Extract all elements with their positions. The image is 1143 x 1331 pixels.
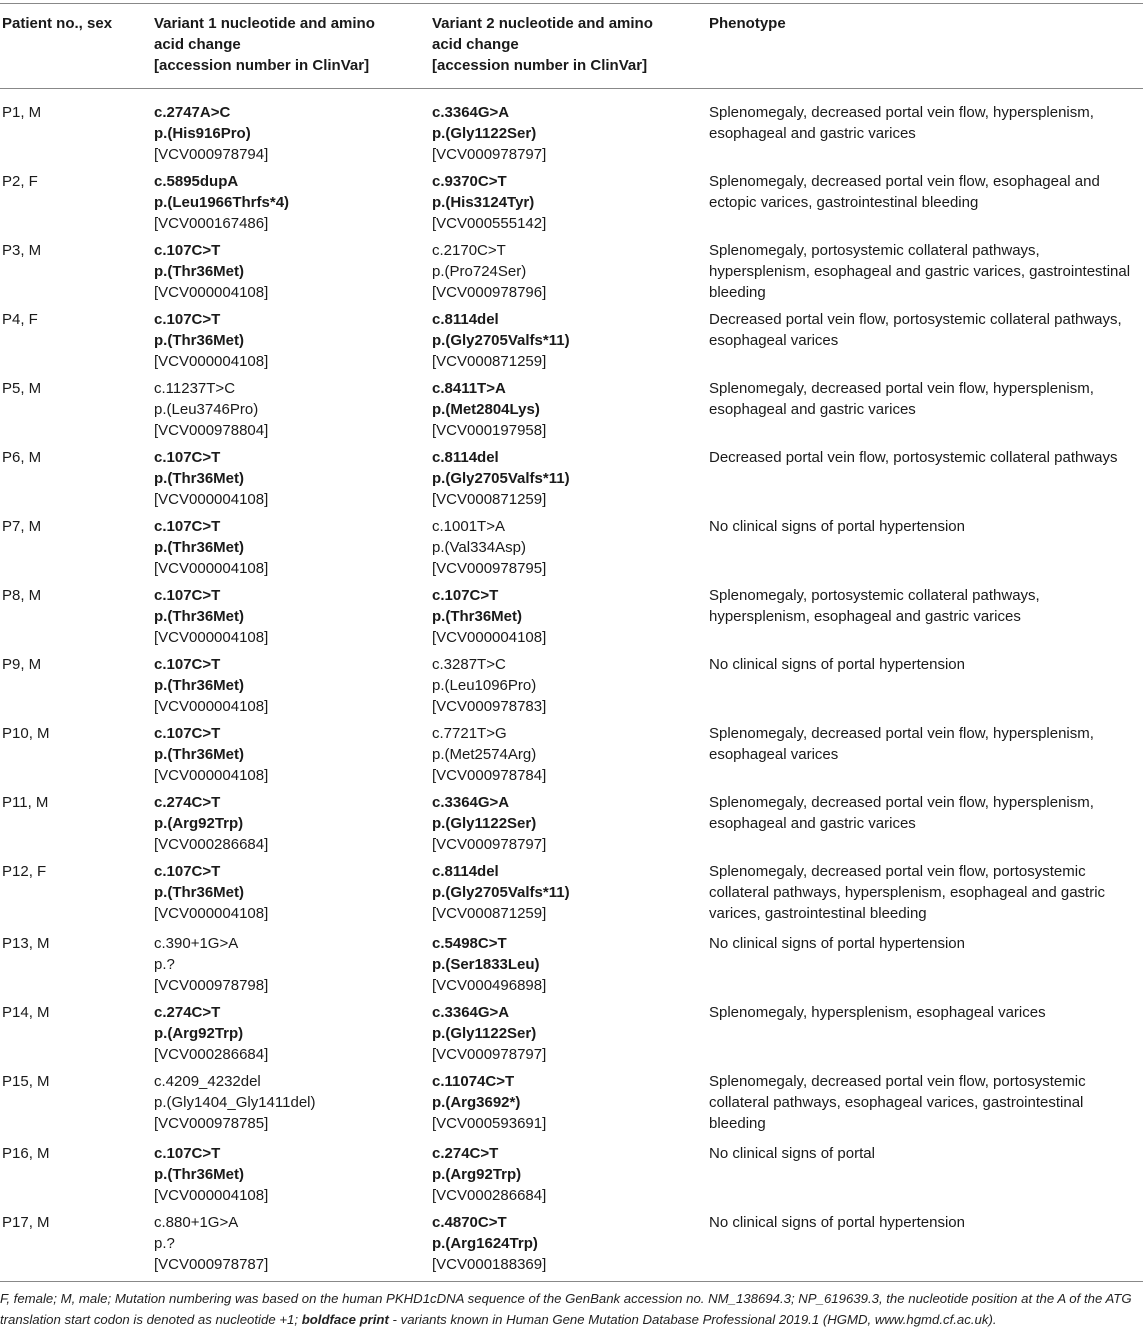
clinvar-accession: [VCV000978794] — [154, 146, 269, 163]
cell-phenotype: Decreased portal vein flow, portosystemic collateral pathways, esophageal varices — [709, 311, 1122, 349]
nucleotide-change: c.1001T>A — [432, 518, 505, 535]
nucleotide-change: c.274C>T — [432, 1145, 499, 1162]
amino-acid-change: p.(His3124Tyr) — [432, 194, 535, 211]
cell-variant-2 — [430, 89, 707, 166]
clinvar-accession: [VCV000286684] — [432, 1187, 547, 1204]
nucleotide-change: c.3364G>A — [432, 794, 510, 811]
table-header-row — [0, 4, 1143, 89]
amino-acid-change: p.(Arg3692*) — [432, 1094, 521, 1111]
cell-variant-1 — [152, 510, 430, 579]
cell-patient: P9, M — [2, 656, 42, 673]
amino-acid-change: p.? — [154, 956, 175, 973]
cell-variant-2 — [430, 165, 707, 234]
clinvar-accession: [VCV000004108] — [154, 1187, 269, 1204]
cell-variant-1 — [152, 1206, 430, 1282]
nucleotide-change: c.5498C>T — [432, 935, 507, 952]
table-row — [0, 441, 1143, 510]
cell-variant-1 — [152, 1137, 430, 1206]
table-row — [0, 717, 1143, 786]
nucleotide-change: c.8114del — [432, 311, 499, 328]
nucleotide-change: c.3364G>A — [432, 1004, 510, 1021]
amino-acid-change: p.(Arg1624Trp) — [432, 1235, 538, 1252]
table-footnote: F, female; M, male; Mutation numbering was based on the human PKHD1cDNA sequence of the GenBank accession no. NM_138694.3; NP_619639.3, the nucleotide position at the A of the ATG translation start codon is denoted as nucleotide +1; boldface print - variants known in Human Gene Mutation Database Professional 2019.1 (HGMD, www.hgmd.cf.ac.uk). — [0, 1291, 1132, 1327]
amino-acid-change: p.(Ser1833Leu) — [432, 956, 540, 973]
clinvar-accession: [VCV000555142] — [432, 215, 547, 232]
cell-variant-1 — [152, 234, 430, 303]
nucleotide-change: c.11074C>T — [432, 1073, 515, 1090]
clinvar-accession: [VCV000978795] — [432, 560, 547, 577]
cell-phenotype: Splenomegaly, decreased portal vein flow, portosystemic collateral pathways, esophageal varices, gastrointestinal bleeding — [709, 1073, 1086, 1132]
clinvar-accession: [VCV000004108] — [154, 491, 269, 508]
cell-phenotype: Splenomegaly, decreased portal vein flow, hypersplenism, esophageal and gastric varices — [709, 104, 1094, 142]
nucleotide-change: c.4870C>T — [432, 1214, 507, 1231]
table-row — [0, 855, 1143, 927]
nucleotide-change: c.11237T>C — [154, 380, 236, 397]
clinvar-accession: [VCV000871259] — [432, 905, 547, 922]
amino-acid-change: p.(Thr36Met) — [154, 884, 244, 901]
cell-phenotype: Decreased portal vein flow, portosystemic collateral pathways — [709, 449, 1118, 466]
table-row — [0, 89, 1143, 166]
cell-phenotype: Splenomegaly, decreased portal vein flow, portosystemic collateral pathways, hypersplenism, esophageal and gastric varices, gastrointestinal bleeding — [709, 863, 1106, 922]
clinvar-accession: [VCV000197958] — [432, 422, 547, 439]
table-row — [0, 648, 1143, 717]
clinvar-accession: [VCV000871259] — [432, 353, 547, 370]
cell-variant-2 — [430, 927, 707, 996]
amino-acid-change: p.(Thr36Met) — [154, 263, 244, 280]
amino-acid-change: p.(Met2574Arg) — [432, 746, 537, 763]
nucleotide-change: c.107C>T — [154, 863, 221, 880]
cell-variant-2 — [430, 648, 707, 717]
clinvar-accession: [VCV000496898] — [432, 977, 547, 994]
nucleotide-change: c.274C>T — [154, 1004, 221, 1021]
table-row — [0, 786, 1143, 855]
cell-variant-2 — [430, 996, 707, 1065]
nucleotide-change: c.390+1G>A — [154, 935, 239, 952]
clinvar-accession: [VCV000004108] — [154, 353, 269, 370]
cell-patient: P7, M — [2, 518, 42, 535]
clinvar-accession: [VCV000004108] — [154, 284, 269, 301]
amino-acid-change: p.(Val334Asp) — [432, 539, 526, 556]
nucleotide-change: c.880+1G>A — [154, 1214, 239, 1231]
nucleotide-change: c.107C>T — [154, 656, 221, 673]
cell-patient: P14, M — [2, 1004, 50, 1021]
amino-acid-change: p.(Pro724Ser) — [432, 263, 527, 280]
cell-phenotype: Splenomegaly, portosystemic collateral pathways, hypersplenism, esophageal and gastric varices — [709, 587, 1040, 625]
amino-acid-change: p.(Gly2705Valfs*11) — [432, 470, 570, 487]
cell-patient: P12, F — [2, 863, 47, 880]
clinvar-accession: [VCV000004108] — [154, 560, 269, 577]
nucleotide-change: c.107C>T — [154, 242, 221, 259]
cell-patient: P4, F — [2, 311, 38, 328]
nucleotide-change: c.107C>T — [432, 587, 499, 604]
cell-phenotype: Splenomegaly, hypersplenism, esophageal varices — [709, 1004, 1046, 1021]
cell-phenotype: Splenomegaly, portosystemic collateral pathways, hypersplenism, esophageal and gastric varices, gastrointestinal bleeding — [709, 242, 1131, 301]
clinvar-accession: [VCV000004108] — [432, 629, 547, 646]
amino-acid-change: p.(Arg92Trp) — [154, 815, 244, 832]
clinvar-accession: [VCV000978787] — [154, 1256, 269, 1273]
cell-variant-2 — [430, 1065, 707, 1137]
amino-acid-change: p.(Thr36Met) — [154, 746, 244, 763]
clinvar-accession: [VCV000978797] — [432, 146, 547, 163]
amino-acid-change: p.(Thr36Met) — [154, 1166, 244, 1183]
cell-phenotype: No clinical signs of portal hypertension — [707, 1206, 1143, 1282]
amino-acid-change: p.(Gly1122Ser) — [432, 815, 537, 832]
cell-variant-1 — [152, 303, 430, 372]
cell-variant-1 — [152, 165, 430, 234]
cell-variant-2 — [430, 441, 707, 510]
cell-patient: P11, M — [2, 794, 49, 811]
nucleotide-change: c.4209_4232del — [154, 1073, 261, 1090]
clinvar-accession: [VCV000004108] — [154, 629, 269, 646]
table-row — [0, 579, 1143, 648]
cell-variant-1 — [152, 996, 430, 1065]
cell-patient: P15, M — [2, 1073, 50, 1090]
nucleotide-change: c.2747A>C — [154, 104, 231, 121]
clinvar-accession: [VCV000978797] — [432, 836, 547, 853]
amino-acid-change: p.(Gly2705Valfs*11) — [432, 884, 570, 901]
nucleotide-change: c.107C>T — [154, 311, 221, 328]
cell-patient: P8, M — [2, 587, 42, 604]
amino-acid-change: p.(Thr36Met) — [154, 470, 244, 487]
cell-variant-1 — [152, 648, 430, 717]
cell-variant-2 — [430, 855, 707, 927]
cell-variant-1 — [152, 786, 430, 855]
nucleotide-change: c.8411T>A — [432, 380, 506, 397]
cell-phenotype: Splenomegaly, decreased portal vein flow, hypersplenism, esophageal varices — [709, 725, 1094, 763]
clinvar-accession: [VCV000286684] — [154, 1046, 269, 1063]
cell-variant-1 — [152, 441, 430, 510]
amino-acid-change: p.(Thr36Met) — [154, 332, 244, 349]
cell-phenotype: No clinical signs of portal hypertension — [709, 935, 965, 952]
table-row — [0, 372, 1143, 441]
cell-variant-1 — [152, 717, 430, 786]
cell-patient: P10, M — [2, 725, 50, 742]
cell-phenotype: No clinical signs of portal hypertension — [709, 656, 965, 673]
cell-variant-2 — [430, 717, 707, 786]
header-variant-2: Variant 2 nucleotide and amino acid change [accession number in ClinVar] — [430, 4, 707, 89]
nucleotide-change: c.3364G>A — [432, 104, 510, 121]
clinvar-accession: [VCV000871259] — [432, 491, 547, 508]
table-row — [0, 1137, 1143, 1206]
header-phenotype: Phenotype — [707, 4, 1143, 89]
table-row — [0, 927, 1143, 996]
cell-patient: P17, M — [0, 1206, 152, 1282]
clinvar-accession: [VCV000593691] — [432, 1115, 547, 1132]
cell-variant-1 — [152, 927, 430, 996]
table-row — [0, 165, 1143, 234]
cell-variant-1 — [152, 89, 430, 166]
nucleotide-change: c.8114del — [432, 449, 499, 466]
clinvar-accession: [VCV000978785] — [154, 1115, 269, 1132]
clinvar-accession: [VCV000978796] — [432, 284, 547, 301]
amino-acid-change: p.(Arg92Trp) — [154, 1025, 244, 1042]
cell-variant-1 — [152, 855, 430, 927]
clinvar-accession: [VCV000004108] — [154, 905, 269, 922]
cell-variant-2 — [430, 1137, 707, 1206]
cell-patient: P2, F — [2, 173, 38, 190]
amino-acid-change: p.? — [154, 1235, 175, 1252]
nucleotide-change: c.3287T>C — [432, 656, 506, 673]
amino-acid-change: p.(Leu1966Thrfs*4) — [154, 194, 290, 211]
amino-acid-change: p.(Leu3746Pro) — [154, 401, 259, 418]
cell-variant-2 — [430, 786, 707, 855]
clinvar-accession: [VCV000978804] — [154, 422, 269, 439]
amino-acid-change: p.(His916Pro) — [154, 125, 251, 142]
cell-patient: P5, M — [2, 380, 42, 397]
table-row — [0, 234, 1143, 303]
nucleotide-change: c.107C>T — [154, 518, 221, 535]
clinvar-accession: [VCV000286684] — [154, 836, 269, 853]
header-variant-1: Variant 1 nucleotide and amino acid change [accession number in ClinVar] — [152, 4, 430, 89]
nucleotide-change: c.274C>T — [154, 794, 221, 811]
cell-phenotype: Splenomegaly, decreased portal vein flow, hypersplenism, esophageal and gastric varices — [709, 380, 1094, 418]
amino-acid-change: p.(Thr36Met) — [154, 608, 244, 625]
clinvar-accession: [VCV000004108] — [154, 767, 269, 784]
nucleotide-change: c.2170C>T — [432, 242, 506, 259]
table-row — [0, 303, 1143, 372]
clinvar-accession: [VCV000978783] — [432, 698, 547, 715]
amino-acid-change: p.(Gly1122Ser) — [432, 125, 537, 142]
clinvar-accession: [VCV000004108] — [154, 698, 269, 715]
clinvar-accession: [VCV000978784] — [432, 767, 547, 784]
nucleotide-change: c.7721T>G — [432, 725, 507, 742]
nucleotide-change: c.107C>T — [154, 449, 221, 466]
table-row — [0, 1206, 1143, 1282]
cell-variant-1 — [152, 579, 430, 648]
amino-acid-change: p.(Gly1122Ser) — [432, 1025, 537, 1042]
clinvar-accession: [VCV000167486] — [154, 215, 269, 232]
table-row — [0, 510, 1143, 579]
amino-acid-change: p.(Thr36Met) — [154, 539, 244, 556]
nucleotide-change: c.107C>T — [154, 725, 221, 742]
amino-acid-change: p.(Thr36Met) — [432, 608, 522, 625]
clinvar-accession: [VCV000978798] — [154, 977, 269, 994]
cell-phenotype: Splenomegaly, decreased portal vein flow, esophageal and ectopic varices, gastrointestinal bleeding — [709, 173, 1100, 211]
cell-variant-1 — [152, 1065, 430, 1137]
nucleotide-change: c.107C>T — [154, 587, 221, 604]
cell-patient: P16, M — [2, 1145, 50, 1162]
table-row — [0, 1065, 1143, 1137]
amino-acid-change: p.(Leu1096Pro) — [432, 677, 537, 694]
cell-variant-2 — [430, 510, 707, 579]
amino-acid-change: p.(Met2804Lys) — [432, 401, 540, 418]
cell-phenotype: Splenomegaly, decreased portal vein flow, hypersplenism, esophageal and gastric varices — [709, 794, 1094, 832]
variants-table — [0, 3, 1143, 1282]
header-patient: Patient no., sex — [0, 4, 152, 89]
cell-variant-1 — [152, 372, 430, 441]
table-row — [0, 996, 1143, 1065]
cell-phenotype: No clinical signs of portal — [709, 1145, 875, 1162]
cell-patient: P3, M — [2, 242, 42, 259]
cell-patient: P6, M — [2, 449, 42, 466]
footnote-bold-term: boldface print — [301, 1312, 389, 1327]
amino-acid-change: p.(Arg92Trp) — [432, 1166, 522, 1183]
amino-acid-change: p.(Gly1404_Gly1411del) — [154, 1094, 316, 1111]
cell-patient: P13, M — [2, 935, 50, 952]
amino-acid-change: p.(Thr36Met) — [154, 677, 244, 694]
nucleotide-change: c.9370C>T — [432, 173, 507, 190]
nucleotide-change: c.5895dupA — [154, 173, 239, 190]
cell-variant-2 — [430, 372, 707, 441]
cell-variant-2 — [430, 303, 707, 372]
cell-variant-2 — [430, 579, 707, 648]
amino-acid-change: p.(Gly2705Valfs*11) — [432, 332, 570, 349]
cell-phenotype: No clinical signs of portal hypertension — [709, 518, 965, 535]
cell-variant-2 — [430, 1206, 707, 1282]
clinvar-accession: [VCV000978797] — [432, 1046, 547, 1063]
cell-patient: P1, M — [2, 104, 42, 121]
clinvar-accession: [VCV000188369] — [432, 1256, 547, 1273]
nucleotide-change: c.107C>T — [154, 1145, 221, 1162]
nucleotide-change: c.8114del — [432, 863, 499, 880]
cell-variant-2 — [430, 234, 707, 303]
